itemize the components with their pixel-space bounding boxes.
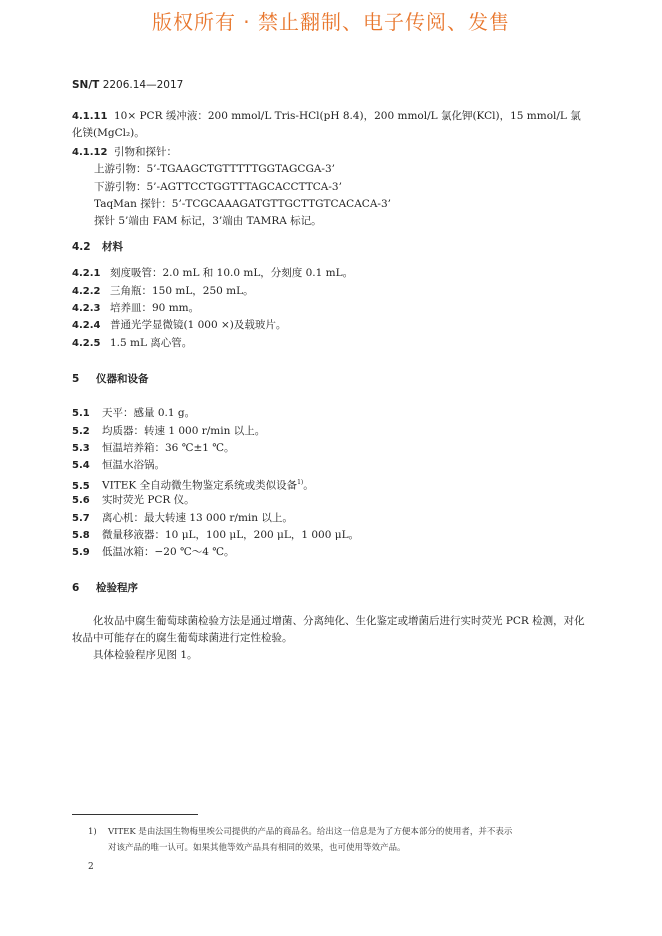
upstream-primer: 上游引物：5’-TGAAGCTGTTTTTGGTAGCGA-3’ (94, 163, 335, 175)
section-6-body (72, 613, 590, 664)
clause-4-2-2: 4.2.2 三角瓶：150 mL，250 mL。 (72, 285, 254, 297)
footnote-divider (72, 814, 198, 815)
clause-5-6: 5.6 实时荧光 PCR 仪。 (72, 494, 195, 506)
footnote-line-1: 1) VITEK 是由法国生物梅里埃公司提供的产品的商品名。给出这一信息是为了方便本部分的使用者，并不表示 (88, 827, 513, 837)
taqman-probe: TaqMan 探针：5’-TCGCAAAGATGTTGCTTGTCACACA-3’ (94, 198, 391, 210)
clause-5-3: 5.3 恒温培养箱：36 ℃±1 ℃。 (72, 442, 235, 454)
section-5-heading: 5 仪器和设备 (72, 373, 149, 385)
clause-4-1-12: 4.1.12 引物和探针： (72, 146, 177, 158)
clause-4-1-11: 4.1.11 10× PCR 缓冲液：200 mmol/L Tris-HCl(pH 8.4)，200 mmol/L 氯化钾(KCl)，15 mmol/L 氯 (72, 110, 581, 122)
clause-4-2-1: 4.2.1 刻度吸管：2.0 mL 和 10.0 mL，分刻度 0.1 mL。 (72, 267, 354, 279)
copyright-watermark: 版权所有 · 禁止翻制、电子传阅、发售 (151, 10, 511, 34)
clause-5-5: 5.5 VITEK 全自动微生物鉴定系统或类似设备$^{1)}$。 (72, 479, 314, 492)
clause-5-1: 5.1 天平：感量 0.1 g。 (72, 407, 196, 419)
procedure-paragraph: 化妆品中腐生葡萄球菌检验方法是通过增菌、分离纯化、生化鉴定或增菌后进行实时荧光 PCR 检测，对化妆品中可能存在的腐生葡萄球菌进行定性检验。 (72, 615, 585, 644)
clause-4-2-3: 4.2.3 培养皿：90 mm。 (72, 302, 200, 314)
footnote-line-2: 对该产品的唯一认可。如果其他等效产品具有相同的效果，也可使用等效产品。 (108, 843, 406, 853)
section-6-heading: 6 检验程序 (72, 582, 138, 594)
section-4-2-heading: 4.2 材料 (72, 241, 123, 253)
clause-5-8: 5.8 微量移液器：10 μL，100 μL，200 μL，1 000 μL。 (72, 529, 360, 541)
clause-4-2-4: 4.2.4 普通光学显微镜(1 000 ×)及载玻片。 (72, 319, 287, 331)
page-number: 2 (88, 862, 94, 872)
footnote-ref: 1) (297, 479, 304, 486)
clause-5-9: 5.9 低温冰箱：−20 ℃～4 ℃。 (72, 546, 235, 558)
clause-4-2-5: 4.2.5 1.5 mL 离心管。 (72, 337, 193, 349)
standard-code: SN/T 2206.14—2017 (72, 79, 184, 91)
clause-5-7: 5.7 离心机：最大转速 13 000 r/min 以上。 (72, 512, 293, 524)
clause-5-4: 5.4 恒温水浴锅。 (72, 459, 165, 471)
probe-label: 探针 5’端由 FAM 标记，3’端由 TAMRA 标记。 (94, 215, 322, 227)
footnote (88, 824, 588, 856)
downstream-primer: 下游引物：5’-AGTTCCTGGTTTAGCACCTTCA-3’ (94, 181, 342, 193)
procedure-reference: 具体检验程序见图 1。 (93, 649, 198, 661)
clause-5-2: 5.2 均质器：转速 1 000 r/min 以上。 (72, 425, 266, 437)
clause-4-1-11-cont: 化镁(MgCl₂)。 (72, 127, 145, 139)
